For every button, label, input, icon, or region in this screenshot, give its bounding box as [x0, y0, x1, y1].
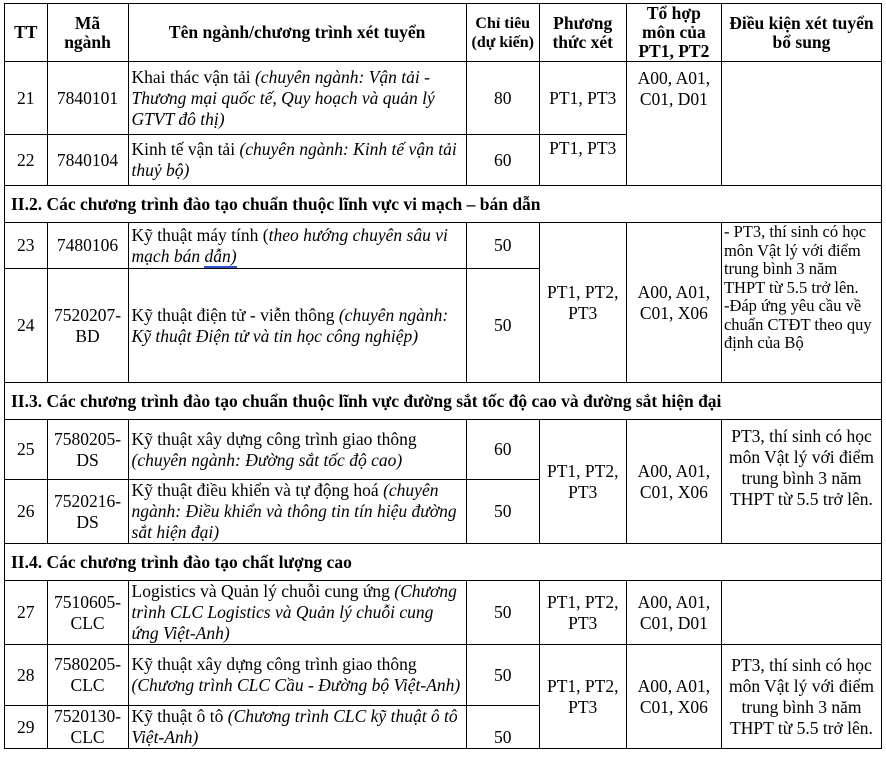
row-chi-tieu: 80	[466, 62, 539, 135]
section-title: II.2. Các chương trình đào tạo chuẩn thuộc lĩnh vực vi mạch – bán dẫn	[5, 186, 882, 223]
row-ten: Khai thác vận tải (chuyên ngành: Vận tải - Thương mại quốc tế, Quy hoạch và quản lý GTVT đô thị)	[128, 62, 466, 135]
row-pt: PT1, PT3	[539, 135, 626, 186]
row-ten: Kỹ thuật ô tô (Chương trình CLC kỹ thuật ô tô Việt-Anh)	[128, 706, 466, 749]
row-dieu-kien	[721, 581, 881, 645]
admission-table	[4, 3, 882, 749]
row-ten: Logistics và Quản lý chuỗi cung ứng (Chương trình CLC Logistics và Quản lý chuỗi cung ứng Việt-Anh)	[128, 581, 466, 645]
row-to-hop: A00, A01, C01, X06	[626, 223, 721, 383]
section-title: II.3. Các chương trình đào tạo chuẩn thuộc lĩnh vực đường sắt tốc độ cao và đường sắt hiện đại	[5, 383, 882, 420]
col-phuong-thuc: Phương thức xét	[539, 4, 626, 62]
row-ma: 7520207-BD	[47, 269, 128, 383]
section-row	[5, 186, 882, 223]
table-row	[5, 223, 882, 269]
row-ma: 7480106	[47, 223, 128, 269]
col-ma-nganh: Mã ngành	[47, 4, 128, 62]
row-ten: Kỹ thuật xây dựng công trình giao thông (Chương trình CLC Cầu - Đường bộ Việt-Anh)	[128, 645, 466, 706]
row-pt: PT1, PT3	[539, 62, 626, 135]
row-dieu-kien: PT3, thí sinh có học môn Vật lý với điểm trung bình 3 năm THPT từ 5.5 trở lên.	[721, 420, 881, 544]
row-dieu-kien: - PT3, thí sinh có học môn Vật lý với điểm trung bình 3 năm THPT từ 5.5 trở lên. -Đáp ứng yêu cầu về chuẩn CTĐT theo quy định của Bộ	[721, 223, 881, 383]
col-dieu-kien: Điều kiện xét tuyển bổ sung	[721, 4, 881, 62]
row-ma: 7520130-CLC	[47, 706, 128, 749]
row-tt: 27	[5, 581, 48, 645]
row-pt: PT1, PT2, PT3	[539, 581, 626, 645]
row-pt: PT1, PT2, PT3	[539, 223, 626, 383]
table-row	[5, 581, 882, 645]
row-ten: Kỹ thuật điều khiển và tự động hoá (chuyên ngành: Điều khiển và thông tin tín hiệu đường sắt hiện đại)	[128, 480, 466, 544]
col-tt: TT	[5, 4, 48, 62]
row-chi-tieu: 50	[466, 645, 539, 706]
section-title: II.4. Các chương trình đào tạo chất lượng cao	[5, 544, 882, 581]
row-ma: 7840104	[47, 135, 128, 186]
col-chi-tieu: Chỉ tiêu (dự kiến)	[466, 4, 539, 62]
row-chi-tieu: 50	[466, 581, 539, 645]
row-tt: 28	[5, 645, 48, 706]
row-ma: 7580205-CLC	[47, 645, 128, 706]
col-ten: Tên ngành/chương trình xét tuyển	[128, 4, 466, 62]
row-tt: 24	[5, 269, 48, 383]
row-dieu-kien: PT3, thí sinh có học môn Vật lý với điểm trung bình 3 năm THPT từ 5.5 trở lên.	[721, 645, 881, 749]
row-tt: 26	[5, 480, 48, 544]
row-tt: 25	[5, 420, 48, 480]
table-row	[5, 62, 882, 135]
row-chi-tieu: 50	[466, 223, 539, 269]
section-row	[5, 383, 882, 420]
section-row	[5, 544, 882, 581]
row-ten: Kỹ thuật điện tử - viễn thông (chuyên ngành: Kỹ thuật Điện tử và tin học công nghiệp)	[128, 269, 466, 383]
row-ma: 7520216-DS	[47, 480, 128, 544]
table-row	[5, 420, 882, 480]
header-row	[5, 4, 882, 62]
row-dieu-kien	[721, 62, 881, 186]
row-ten: Kinh tế vận tải (chuyên ngành: Kinh tế vận tải thuỷ bộ)	[128, 135, 466, 186]
row-tt: 21	[5, 62, 48, 135]
row-chi-tieu: 50	[466, 706, 539, 749]
row-to-hop: A00, A01, C01, X06	[626, 420, 721, 544]
row-chi-tieu: 60	[466, 420, 539, 480]
row-to-hop: A00, A01, C01, D01	[626, 62, 721, 186]
col-to-hop: Tổ hợp môn của PT1, PT2	[626, 4, 721, 62]
row-to-hop: A00, A01, C01, X06	[626, 645, 721, 749]
row-tt: 29	[5, 706, 48, 749]
row-tt: 22	[5, 135, 48, 186]
row-tt: 23	[5, 223, 48, 269]
row-pt: PT1, PT2, PT3	[539, 645, 626, 749]
row-pt: PT1, PT2, PT3	[539, 420, 626, 544]
row-ma: 7580205-DS	[47, 420, 128, 480]
row-ten: Kỹ thuật máy tính (theo hướng chuyên sâu vi mạch bán dẫn)	[128, 223, 466, 269]
row-chi-tieu: 50	[466, 480, 539, 544]
table-row	[5, 645, 882, 706]
row-ten: Kỹ thuật xây dựng công trình giao thông (chuyên ngành: Đường sắt tốc độ cao)	[128, 420, 466, 480]
row-ma: 7510605-CLC	[47, 581, 128, 645]
row-chi-tieu: 60	[466, 135, 539, 186]
row-to-hop: A00, A01, C01, D01	[626, 581, 721, 645]
row-ma: 7840101	[47, 62, 128, 135]
row-chi-tieu: 50	[466, 269, 539, 383]
